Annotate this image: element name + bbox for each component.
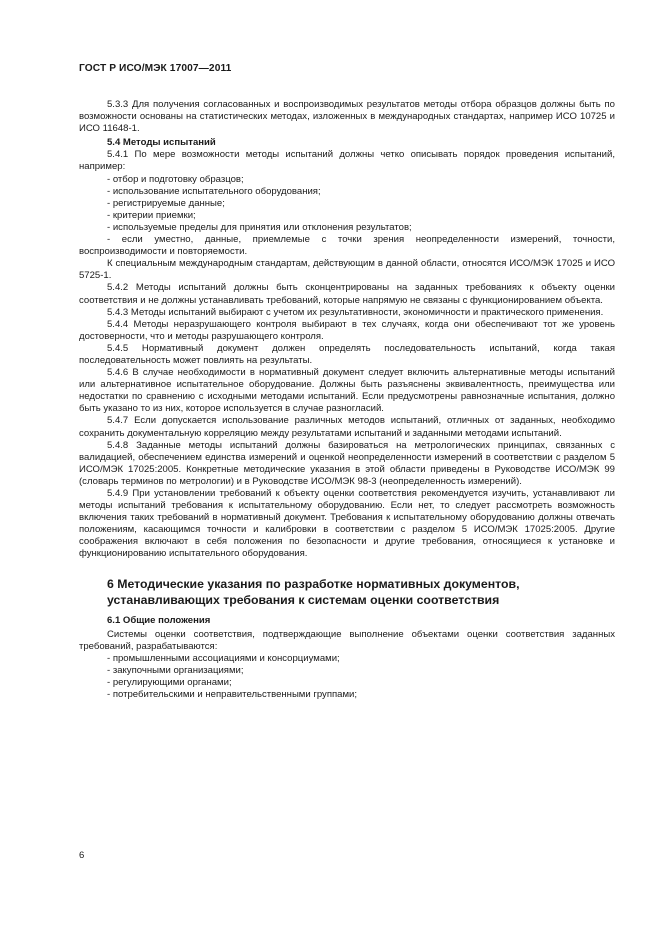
list-item: - закупочными организациями; — [107, 664, 244, 676]
paragraph-5-4-1: 5.4.1 По мере возможности методы испытаний должны четко описывать порядок проведения испытаний, например: — [79, 149, 615, 173]
paragraph-5-4-4: 5.4.4 Методы неразрушающего контроля выбирают в тех случаях, когда они обеспечивают тот же уровень достоверности, что и методы разрушающего контроля. — [79, 318, 615, 342]
section-6-heading: 6 Методические указания по разработке нормативных документов, устанавливающих требования к системам оценки соответствия — [107, 576, 520, 607]
paragraph-5-3-3: 5.3.3 Для получения согласованных и воспроизводимых результатов методы отбора образцов должны быть по возможности основаны на статистических методах, изложенных в международных стандартах, например ИСО 10725 и ИСО 11648-1. — [79, 99, 615, 135]
page-content — [79, 99, 615, 701]
heading-6-1: 6.1 Общие положения — [107, 614, 211, 626]
list-item: - если уместно, данные, приемлемые с точки зрения неопределенности измерений, точности, воспроизводимости и повторяемости. — [79, 234, 615, 258]
paragraph-5-4-3: 5.4.3 Методы испытаний выбирают с учетом их результативности, экономичности и практического применения. — [107, 306, 604, 318]
paragraph-5-4-7: 5.4.7 Если допускается использование различных методов испытаний, отличных от заданных, необходимо сохранить документальную корреляцию между результатами испытаний и заданными методами испытаний. — [79, 415, 615, 439]
document-header: ГОСТ Р ИСО/МЭК 17007—2011 — [79, 63, 232, 74]
list-item: - промышленными ассоциациями и консорциумами; — [107, 652, 340, 664]
paragraph-5-4-2: 5.4.2 Методы испытаний должны быть сконцентрированы на заданных требованиях к объекту оценки соответствия и не должны устанавливать требований, которые напрямую не связаны с функционированием объекта. — [79, 282, 615, 306]
paragraph-5-4-1-note: К специальным международным стандартам, действующим в данной области, относятся ИСО/МЭК 17025 и ИСО 5725-1. — [79, 258, 615, 282]
list-item: - используемые пределы для принятия или отклонения результатов; — [107, 221, 412, 233]
list-item: - регулирующими органами; — [107, 677, 232, 689]
list-item: - потребительскими и неправительственными группами; — [107, 689, 358, 701]
paragraph-5-4-5: 5.4.5 Нормативный документ должен определять последовательность испытаний, когда такая последовательность может повлиять на результаты. — [79, 342, 615, 366]
list-item: - регистрируемые данные; — [107, 197, 225, 209]
paragraph-6-1: Системы оценки соответствия, подтверждающие выполнение объектами оценки соответствия заданных требований, разрабатываются: — [79, 628, 615, 652]
page-number: 6 — [79, 850, 85, 861]
paragraph-5-4-6: 5.4.6 В случае необходимости в нормативный документ следует включить альтернативные методы испытаний или альтернативное испытательное оборудование. Должны быть разъяснены эквивалентность, преимущества или недостатки по сравнению с исходными методами испытаний. Если предусмотрены равнозначные испытания, должно быть указано то из них, которое используется в случае разногласий. — [79, 367, 615, 415]
list-item: - отбор и подготовку образцов; — [107, 173, 244, 185]
paragraph-5-4-9: 5.4.9 При установлении требований к объекту оценки соответствия рекомендуется изучить, устанавливают ли методы испытаний требования к испытательному оборудованию. Если нет, то следует рассмотреть возможность включения таких требований в нормативный документ. Требования к испытательному оборудованию должны отвечать положениям, касающимся точности и калибровки в соответствии с разделом 5 ИСО/МЭК 17025:2005. Другие соображения включают в себя положения по безопасности и другие требования, относящиеся к установке и функционированию испытательного оборудования. — [79, 488, 615, 560]
list-item: - критерии приемки; — [107, 209, 196, 221]
paragraph-5-4-8: 5.4.8 Заданные методы испытаний должны базироваться на метрологических принципах, связанных с валидацией, обеспечением единства измерений и оценкой неопределенности измерений в соответствии с разделом 5 ИСО/МЭК 17025:2005. Конкретные методические указания в этой области приведены в Руководстве ИСО/МЭК 99 (словарь терминов по метрологии) и в Руководстве ИСО/МЭК 98-3 (неопределенность измерений). — [79, 439, 615, 487]
heading-5-4: 5.4 Методы испытаний — [107, 137, 216, 149]
list-item: - использование испытательного оборудования; — [107, 185, 321, 197]
